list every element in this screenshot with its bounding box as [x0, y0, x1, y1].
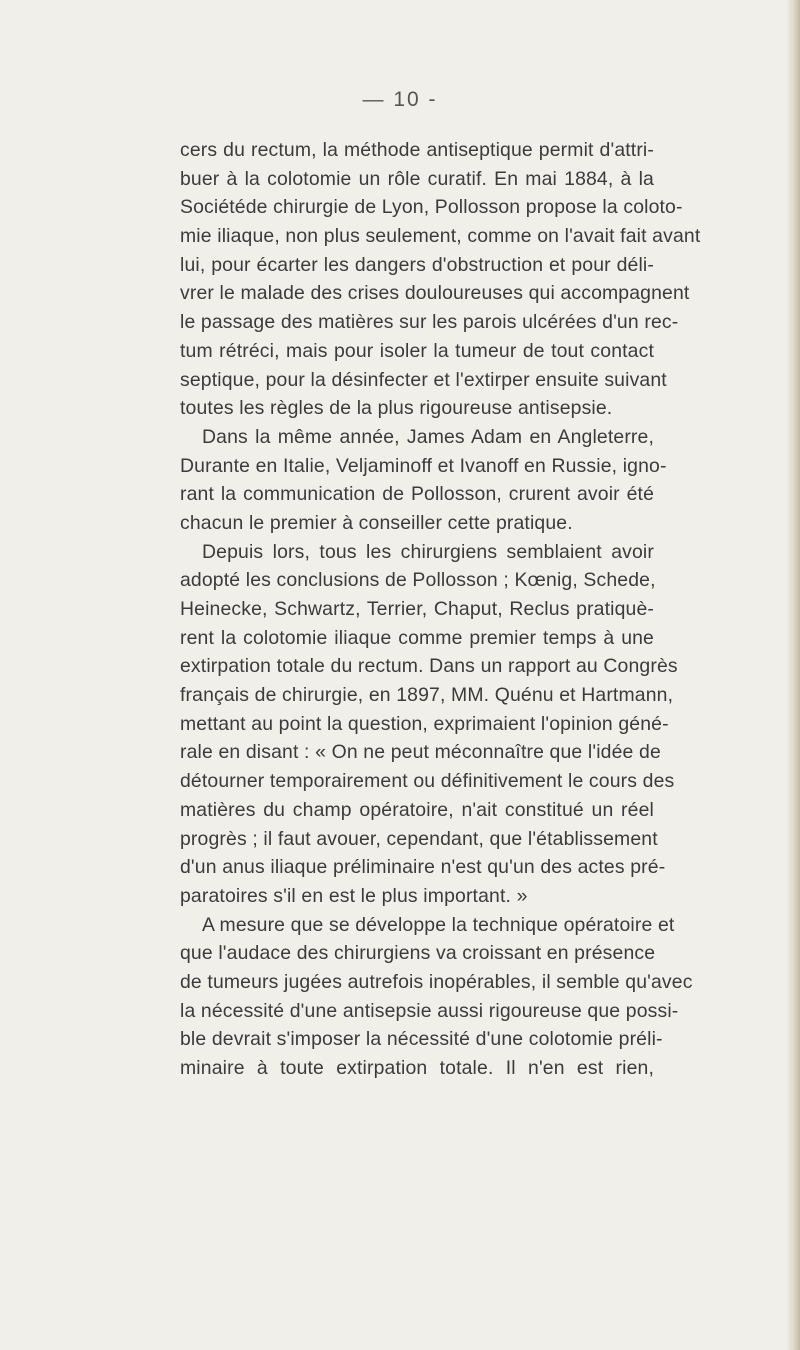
text-line: adopté les conclusions de Pollosson ; Kœnig, Schede,	[180, 569, 656, 592]
text-line: septique, pour la désinfecter et l'extirper ensuite suivant	[180, 368, 667, 391]
text-line: rent la colotomie iliaque comme premier temps à une	[180, 626, 654, 649]
text-line: la nécessité d'une antisepsie aussi rigoureuse que possi-	[180, 999, 679, 1022]
text-line: Depuis lors, tous les chirurgiens semblaient avoir	[202, 540, 654, 563]
text-line: Durante en Italie, Veljaminoff et Ivanoff en Russie, igno-	[180, 454, 667, 477]
text-line: d'un anus iliaque préliminaire n'est qu'un des actes pré-	[180, 856, 666, 879]
text-line: toutes les règles de la plus rigoureuse antisepsie.	[180, 397, 613, 420]
text-line: chacun le premier à conseiller cette pratique.	[180, 511, 573, 534]
text-line: français de chirurgie, en 1897, MM. Quénu et Hartmann,	[180, 684, 674, 707]
text-line: Dans la même année, James Adam en Angleterre,	[202, 425, 654, 448]
text-line: buer à la colotomie un rôle curatif. En mai 1884, à la	[180, 167, 654, 190]
text-line: détourner temporairement ou définitivement le cours des	[180, 770, 675, 793]
text-line: de tumeurs jugées autrefois inopérables, il semble qu'avec	[180, 970, 693, 993]
text-line: vrer le malade des crises douloureuses qui accompagnent	[180, 282, 690, 305]
text-line: rant la communication de Pollosson, crurent avoir été	[180, 483, 654, 506]
text-line: tum rétréci, mais pour isoler la tumeur de tout contact	[180, 339, 654, 362]
text-line: mie iliaque, non plus seulement, comme on l'avait fait avant	[180, 225, 701, 248]
page-number-header: — 10 -	[362, 88, 438, 111]
text-line: cers du rectum, la méthode antiseptique permit d'attri-	[180, 139, 654, 161]
text-line: progrès ; il faut avouer, cependant, que l'établissement	[180, 827, 658, 850]
text-line: lui, pour écarter les dangers d'obstruction et pour déli-	[180, 253, 654, 276]
text-line: que l'audace des chirurgiens va croissant en présence	[180, 942, 656, 965]
text-line: mettant au point la question, exprimaient l'opinion géné-	[180, 712, 669, 735]
text-line: le passage des matières sur les parois ulcérées d'un rec-	[180, 311, 679, 334]
text-line: A mesure que se développe la technique opératoire et	[202, 913, 675, 936]
page-edge-shadow	[786, 0, 800, 1350]
text-line: minaire à toute extirpation totale. Il n'en est rien,	[180, 1057, 654, 1079]
text-line: ble devrait s'imposer la nécessité d'une colotomie préli-	[180, 1028, 663, 1051]
text-line: Sociétéde chirurgie de Lyon, Pollosson propose la coloto-	[180, 196, 683, 219]
text-line: matières du champ opératoire, n'ait constitué un réel	[180, 798, 654, 821]
text-line: extirpation totale du rectum. Dans un rapport au Congrès	[180, 655, 678, 678]
text-line: paratoires s'il en est le plus important. »	[180, 884, 528, 907]
text-line: rale en disant : « On ne peut méconnaître que l'idée de	[180, 741, 661, 764]
body-text	[180, 136, 701, 1083]
text-line: Heinecke, Schwartz, Terrier, Chaput, Reclus pratiquè-	[180, 598, 654, 620]
